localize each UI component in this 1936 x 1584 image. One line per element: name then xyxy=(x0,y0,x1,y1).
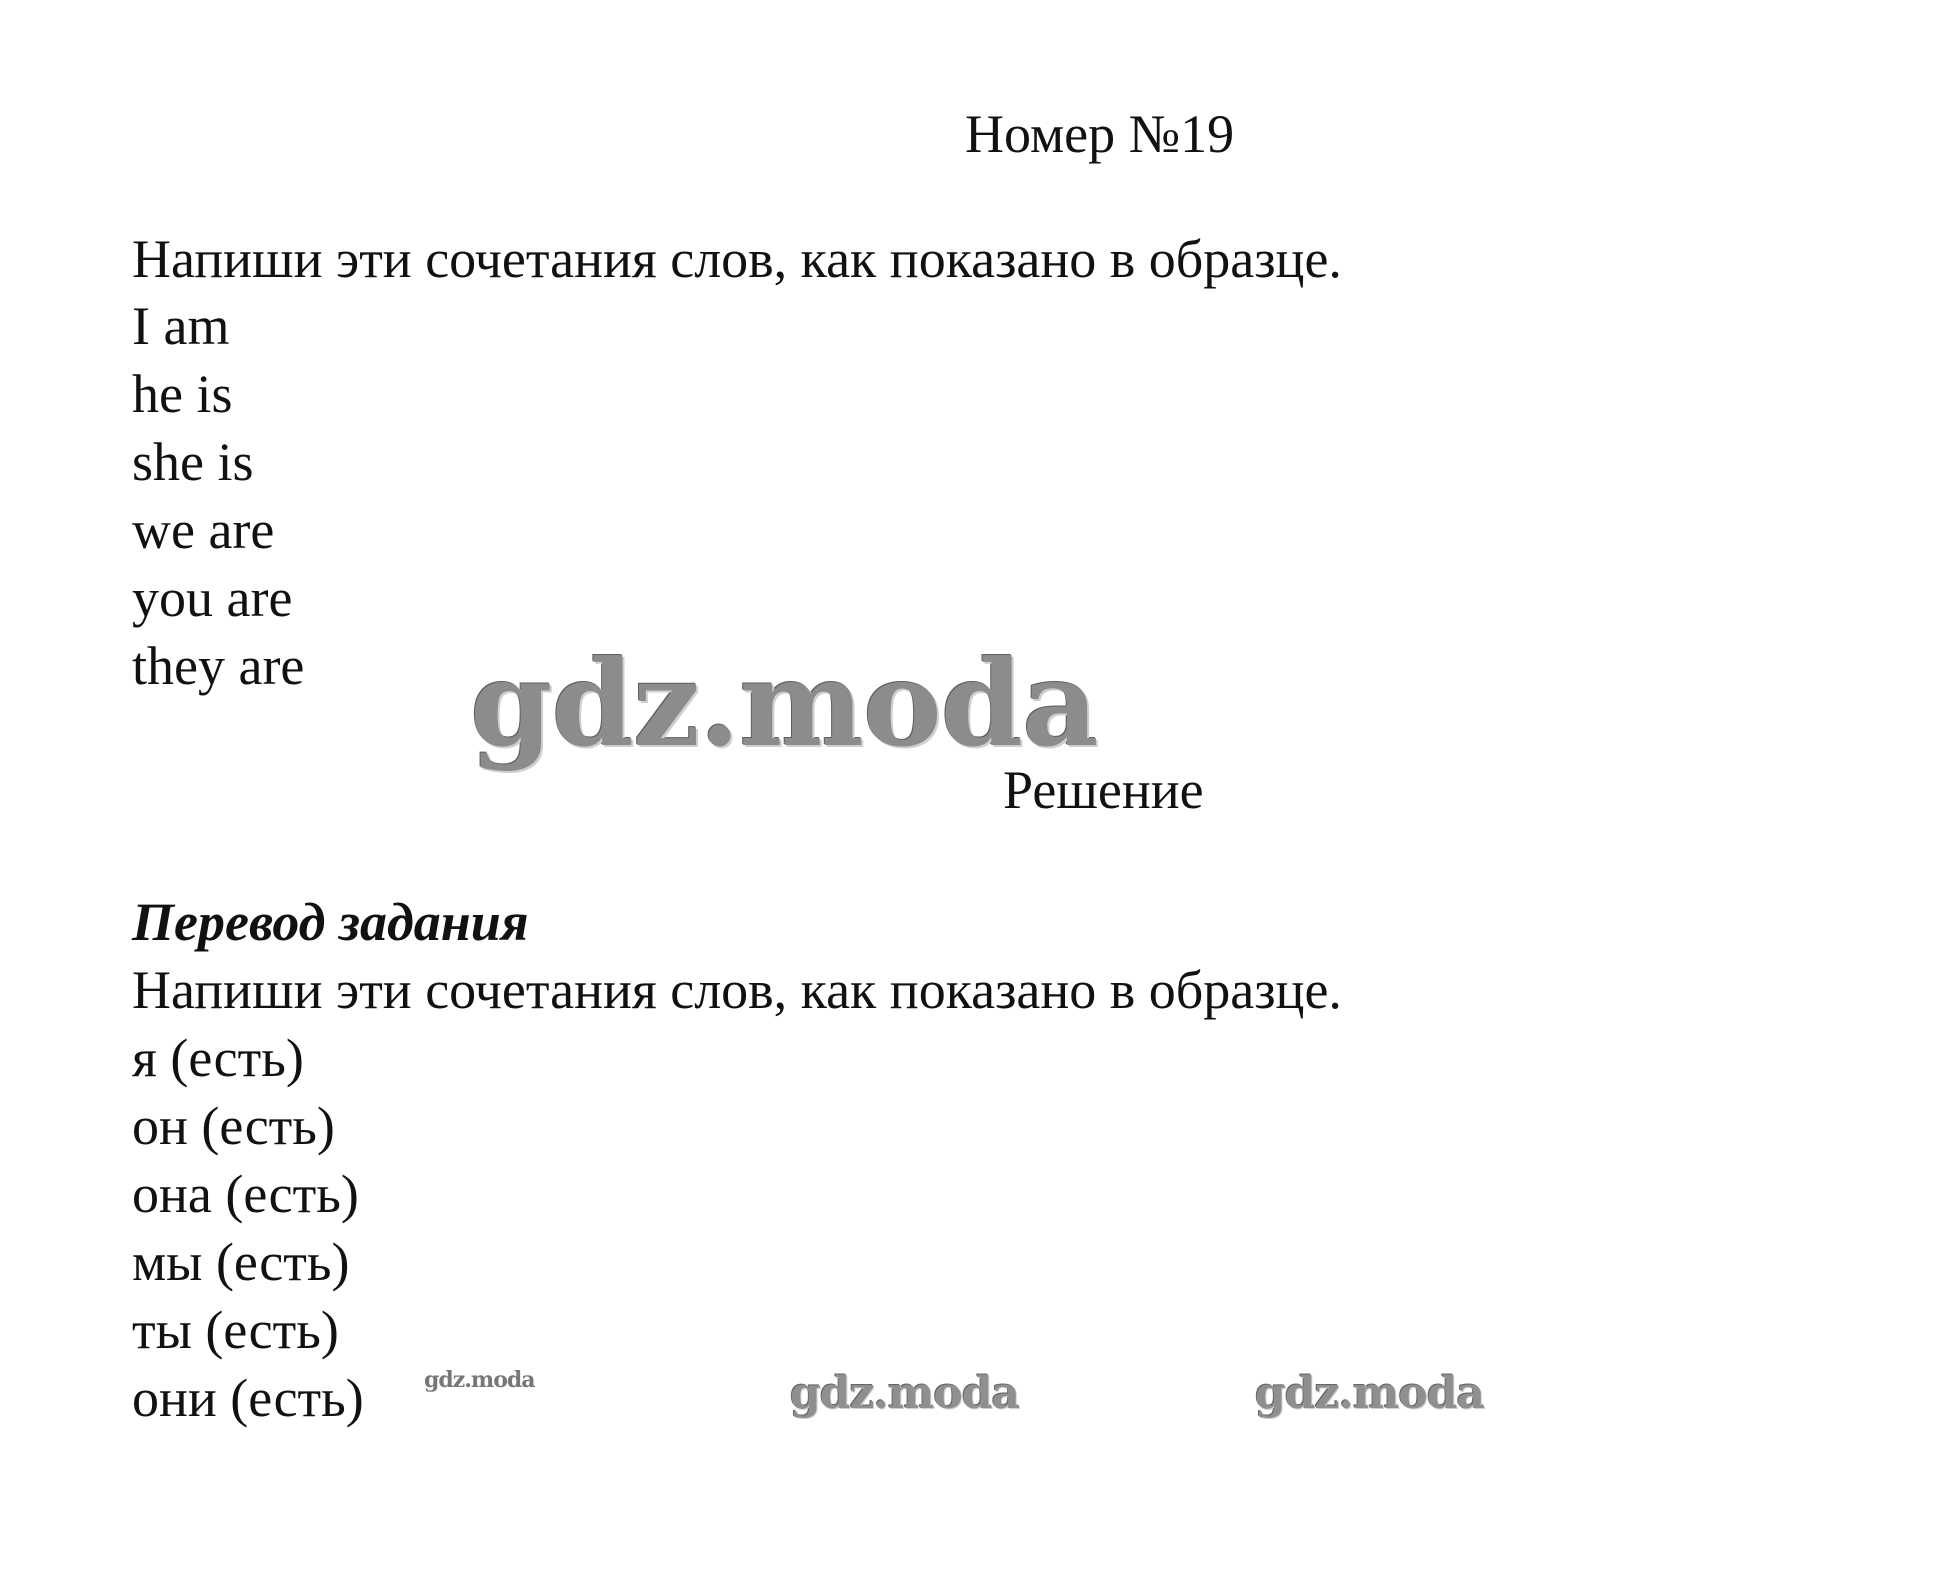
translation-line: мы (есть) xyxy=(132,1232,350,1292)
translation-line: я (есть) xyxy=(132,1028,304,1088)
translation-instruction: Напиши эти сочетания слов, как показано в образце. xyxy=(132,960,1342,1020)
task-line: they are xyxy=(132,636,305,696)
translation-line: ты (есть) xyxy=(132,1300,339,1360)
task-line: I am xyxy=(132,296,230,356)
page-title: Номер №19 xyxy=(965,104,1235,164)
translation-line: он (есть) xyxy=(132,1096,335,1156)
task-line: she is xyxy=(132,432,254,492)
translation-heading: Перевод задания xyxy=(132,892,529,952)
watermark-small: gdz.moda xyxy=(424,1367,535,1393)
task-instruction: Напиши эти сочетания слов, как показано в образце. xyxy=(132,229,1342,289)
watermark-large: gdz.moda xyxy=(470,634,1098,773)
task-line: he is xyxy=(132,364,233,424)
watermark-mid: gdz.moda xyxy=(1255,1368,1485,1419)
task-line: we are xyxy=(132,500,275,560)
task-line: you are xyxy=(132,568,293,628)
watermark-mid: gdz.moda xyxy=(790,1368,1020,1419)
translation-line: они (есть) xyxy=(132,1368,364,1428)
translation-line: она (есть) xyxy=(132,1164,359,1224)
solution-label: Решение xyxy=(1003,760,1204,820)
